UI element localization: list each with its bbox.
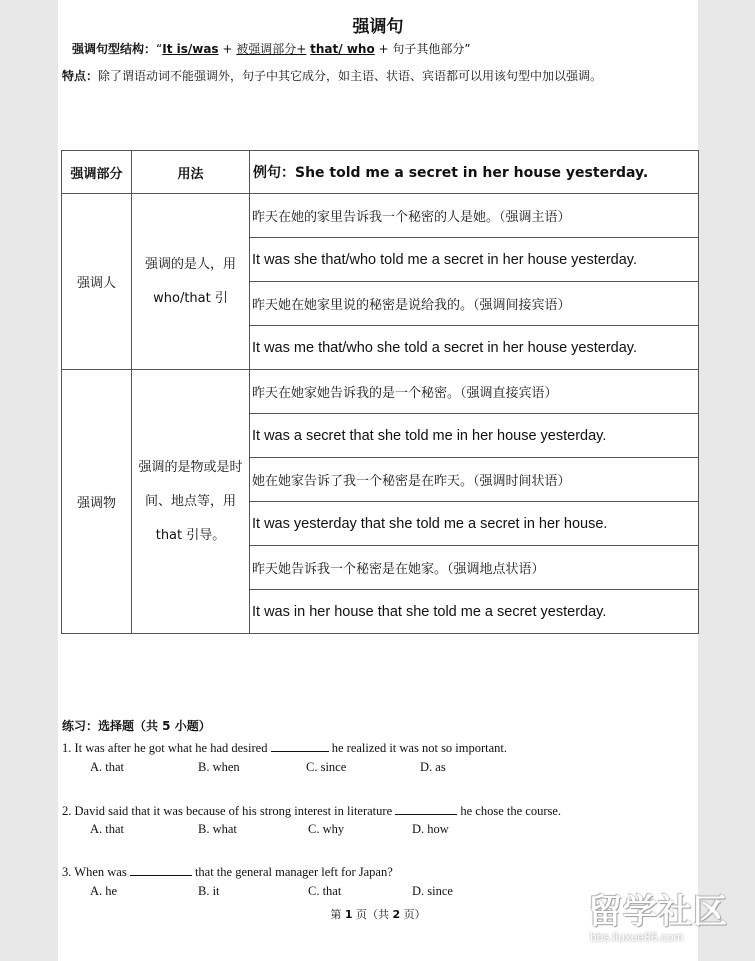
example-cell: It was a secret that she told me in her house yesterday. [250,414,699,458]
structure-part-emphasized: 被强调部分+ [236,42,307,56]
option-2c: C. why [308,822,345,836]
structure-part-it-is-was: It is/was [162,42,219,56]
example-cell: 昨天在她的家里告诉我一个秘密的人是她。（强调主语） [250,194,699,238]
feature-text: 除了谓语动词不能强调外，句子中其它成分，如主语、状语、宾语都可以用该句型中加以强调。 [98,69,603,83]
example-cell: It was me that/who she told a secret in her house yesterday. [250,326,699,370]
question-1 [62,739,507,756]
example-cell: It was yesterday that she told me a secret in her house. [250,502,699,546]
feature-label: 特点： [62,69,99,83]
emphasis-table [61,150,699,634]
example-cell: 她在她家告诉了我一个秘密是在昨天。（强调时间状语） [250,458,699,502]
watermark-text: 留学社区 [588,892,728,932]
example-cell: 昨天她在她家里说的秘密是说给我的。（强调间接宾语） [250,282,699,326]
structure-line [72,40,471,57]
table-row [62,370,699,414]
option-1c: C. since [306,760,347,774]
page-title: 强调句 [352,17,404,37]
question-text: that the general manager left for Japan? [191,865,393,879]
structure-part-rest: 句子其他部分” [392,42,471,56]
option-2d: D. how [412,822,449,836]
group-part-person: 强调人 [62,194,132,370]
example-cell: 昨天她告诉我一个秘密是在她家。（强调地点状语） [250,546,699,590]
structure-open-quote: “ [156,42,163,56]
header-usage: 用法 [132,151,250,194]
page-number: 1 [344,908,353,921]
option-3b: B. it [198,884,220,898]
table-row [62,194,699,238]
option-2b: B. what [198,822,237,836]
option-3d: D. since [412,884,453,898]
exercise-title: 练习：选择题（共 5 小题） [62,719,211,733]
watermark-url: bbs.liuxue86.com [590,930,684,944]
group-part-thing: 强调物 [62,370,132,634]
structure-plus: + [374,42,393,56]
document-page [58,0,698,961]
page-footer: 第 1 页（共 2 页） [330,908,426,921]
table-header-row [62,151,699,194]
option-1d: D. as [420,760,446,774]
option-1b: B. when [198,760,240,774]
answer-blank [271,739,329,752]
group-usage-thing: 强调的是物或是时间、地点等，用 that 引导。 [132,370,250,634]
answer-blank [130,863,192,876]
option-3a: A. he [90,884,118,898]
question-text: he realized it was not so important. [328,741,508,755]
answer-blank [395,802,457,815]
header-part: 强调部分 [62,151,132,194]
example-cell: It was she that/who told me a secret in her house yesterday. [250,238,699,282]
question-text: he chose the course. [457,804,562,818]
group-usage-person: 强调的是人，用 who/that 引 [132,194,250,370]
option-1a: A. that [90,760,125,774]
question-text: 2. David said that it was because of his strong interest in literature [62,804,396,818]
example-cell: 昨天在她家她告诉我的是一个秘密。（强调直接宾语） [250,370,699,414]
structure-plus: + [218,42,237,56]
structure-label: 强调句型结构： [72,42,157,56]
option-3c: C. that [308,884,342,898]
question-text: 3. When was [62,865,130,879]
question-3 [62,863,393,880]
watermark-logo [582,884,752,956]
question-2 [62,802,561,819]
page-total: 2 [392,908,401,921]
feature-paragraph [62,66,622,87]
example-cell: It was in her house that she told me a secret yesterday. [250,590,699,634]
structure-part-that-who: that/ who [310,42,375,56]
option-2a: A. that [90,822,125,836]
question-text: 1. It was after he got what he had desired [62,741,271,755]
header-example: 例句：She told me a secret in her house yesterday. [250,151,699,194]
